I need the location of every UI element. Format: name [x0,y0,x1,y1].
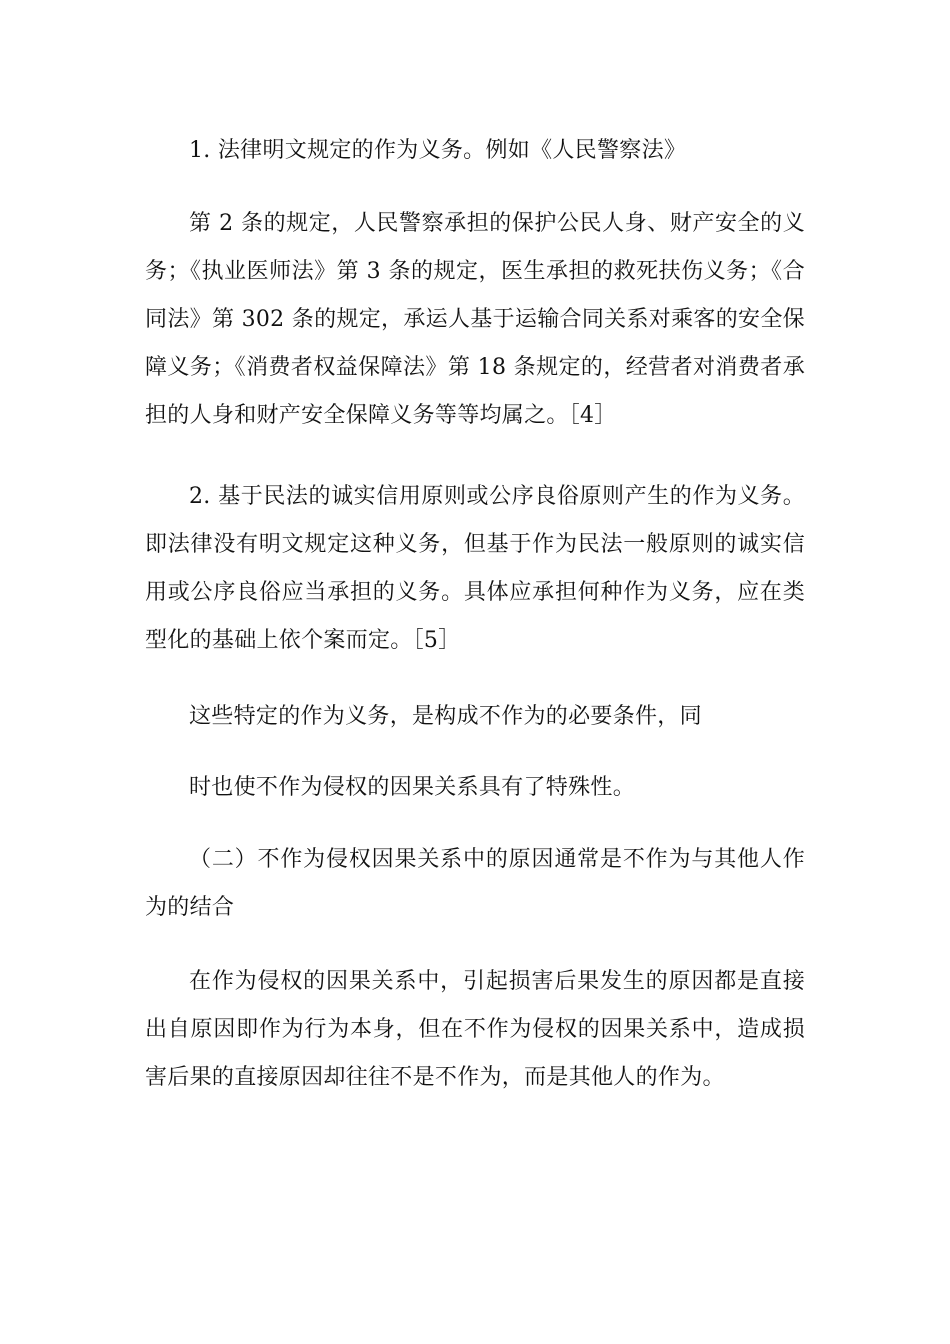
paragraph-statutory-duty: 1. 法律明文规定的作为义务。例如《人民警察法》 [189,138,687,163]
paragraph-statutory-examples: 第 2 条的规定，人民警察承担的保护公民人身、财产安全的义务；《执业医师法》第 3 条的规定，医生承担的救死扶伤义务；《合同法》第 302 条的规定，承运人基于运输合同关系对乘客的安全保障义务；《消费者权益保障法》第 18 条规定的，经营者对消费者承担的人身和财产安全保障义务等等均属之。［4］ [145,211,805,428]
section-heading-causation: （二）不作为侵权因果关系中的原因通常是不作为与其他人作为的结合 [145,847,805,920]
paragraph-necessary-condition: 这些特定的作为义务，是构成不作为的必要条件，同 [189,704,702,729]
paragraph-particularity: 时也使不作为侵权的因果关系具有了特殊性。 [189,775,636,800]
paragraph-causation-analysis: 在作为侵权的因果关系中，引起损害后果发生的原因都是直接出自原因即作为行为本身，但在不作为侵权的因果关系中，造成损害后果的直接原因却往往不是不作为，而是其他人的作为。 [145,969,805,1090]
paragraph-good-faith-duty: 2. 基于民法的诚实信用原则或公序良俗原则产生的作为义务。即法律没有明文规定这种义务，但基于作为民法一般原则的诚实信用或公序良俗应当承担的义务。具体应承担何种作为义务，应在类型化的基础上依个案而定。［5］ [145,484,805,653]
